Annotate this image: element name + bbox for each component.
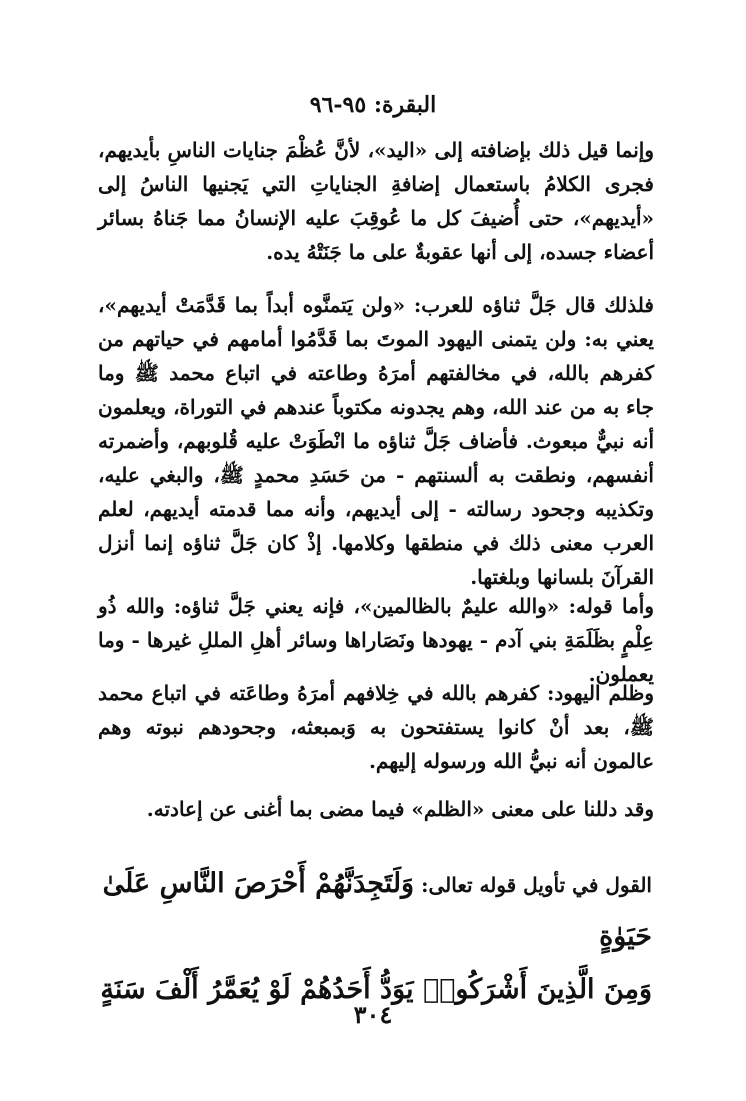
paragraph-2: فلذلك قال جَلَّ ثناؤه للعرب: «ولن يَتمنَّوه أبداً بما قَدَّمَتْ أيديهم»، يعني به: ولن يتمنى اليهود الموتَ بما قَدَّمُوا أمامهم في حياتهم من كفرهم بالله، في مخالفتهم أمرَهُ وطاعته في اتباع محمد ﷺ وما جاء به من عند الله، وهم يجدونه مكتوباً عندهم في التوراة، ويعلمون أنه نبيٌّ مبعوث. فأضاف جَلَّ ثناؤه ما انْطَوَتْ عليه قُلوبهم، وأضمرته أنفسهم، ونطقت به ألسنتهم - من حَسَدِ محمدٍ ﷺ، والبغي عليه، وتكذيبه وجحود رسالته - إلى أيديهم، وأنه مما قدمته أيديهم، لعلم العرب معنى ذلك في منطقها وكلامها. إذْ كان جَلَّ ثناؤه إنما أنزل القرآنَ بلسانها وبلغتها. — [98, 293, 654, 589]
paragraph-1: وإنما قيل ذلك بإضافته إلى «اليد»، لأنَّ عُظْمَ جنايات الناسِ بأيديهم، فجرى الكلامُ باستعمال إضافةِ الجناياتِ التي يَجنيها الناسُ إلى «أيديهم»، حتى أُضيفَ كل ما عُوقِبَ عليه الإنسانُ مما جَناهُ بسائر أعضاء جسده، إلى أنها عقوبةٌ على ما جَنَتْهُ يده. — [98, 138, 654, 264]
verse-line-1: وَلَتَجِدَنَّهُمْ أَحْرَصَ النَّاسِ عَلَىٰ حَيَوٰةٍ — [102, 868, 652, 952]
verse-line-2: وَمِنَ الَّذِينَ أَشْرَكُوا۟ يَوَدُّ أَحَدُهُمْ لَوْ يُعَمَّرُ أَلْفَ سَنَةٍ — [100, 974, 652, 1005]
page-number: ٣٠٤ — [353, 1000, 393, 1029]
paragraph-3: وأما قوله: «والله عليمٌ بالظالمين»، فإنه يعني جَلَّ ثناؤه: والله ذُو عِلْمٍ بظَلَمَةِ بني آدم - يهودها ونَصَاراها وسائر أهلِ المللِ غيرها - وما يعملون. — [98, 594, 654, 686]
verse-intro: القول في تأويل قوله تعالى: — [421, 873, 652, 897]
quran-verse-section — [82, 858, 652, 1017]
paragraph-5: وقد دللنا على معنى «الظلم» فيما مضى بما أغنى عن إعادته. — [146, 797, 654, 821]
paragraph-4: وظلم اليهود: كفرهم بالله في خِلافهم أمرَهُ وطاعَته في اتباع محمد ﷺ، بعد أنْ كانوا يستفتحون به وَبمبعثه، وجحودهم نبوته وهم عالمون أنه نبيُّ الله ورسوله إليهم. — [98, 681, 654, 773]
page-header: البقرة: ٩٥-٩٦ — [309, 92, 437, 118]
